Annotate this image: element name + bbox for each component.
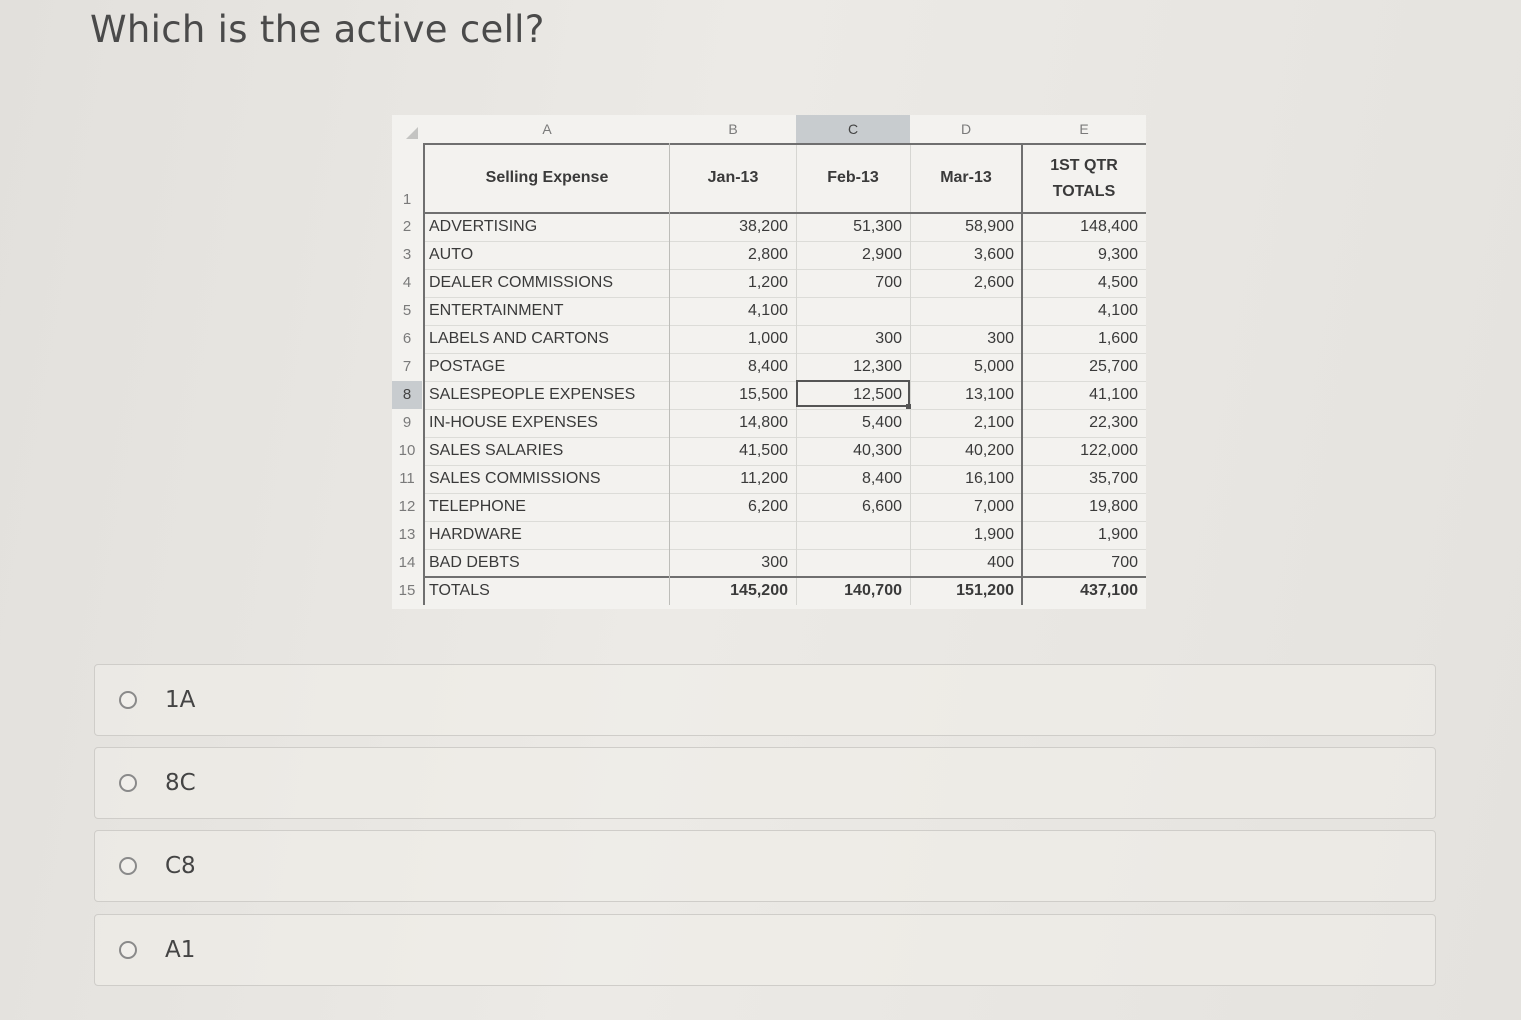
cell-e12[interactable]: 19,800 — [1089, 498, 1138, 515]
cell-b2[interactable]: 38,200 — [739, 218, 788, 235]
cell-d6[interactable]: 300 — [987, 330, 1014, 347]
column-e-left-border — [1021, 143, 1023, 605]
cell-c12[interactable]: 6,600 — [861, 498, 902, 515]
cell-b8[interactable]: 15,500 — [739, 386, 788, 403]
cell-a2[interactable]: ADVERTISING — [429, 218, 538, 235]
spreadsheet-image — [392, 115, 1146, 609]
cell-b12[interactable]: 6,200 — [747, 498, 788, 515]
cell-b15[interactable]: 145,200 — [730, 582, 788, 599]
cell-d2[interactable]: 58,900 — [965, 218, 1014, 235]
cell-e13[interactable]: 1,900 — [1097, 526, 1138, 543]
row-header-4[interactable]: 4 — [402, 274, 412, 291]
answer-option-label: A1 — [165, 937, 196, 963]
cell-e14[interactable]: 700 — [1111, 554, 1138, 571]
totals-top-border — [424, 576, 1146, 578]
header-top-border — [424, 143, 1146, 145]
cell-d14[interactable]: 400 — [987, 554, 1014, 571]
answer-option-label: 8C — [165, 770, 196, 796]
cell-e3[interactable]: 9,300 — [1097, 246, 1138, 263]
row-header-1[interactable]: 1 — [402, 191, 412, 208]
column-header-b[interactable]: B — [670, 115, 796, 144]
row-header-5[interactable]: 5 — [402, 302, 412, 319]
cell-a3[interactable]: AUTO — [429, 246, 474, 263]
column-header-d[interactable]: D — [910, 115, 1022, 144]
cell-c13[interactable] — [796, 521, 910, 549]
cell-e7[interactable]: 25,700 — [1089, 358, 1138, 375]
answer-option[interactable] — [94, 830, 1436, 902]
cell-a13[interactable]: HARDWARE — [429, 526, 522, 543]
cell-b13[interactable] — [670, 521, 796, 549]
column-header-e[interactable]: E — [1022, 115, 1146, 144]
question-text: Which is the active cell? — [90, 8, 545, 51]
cell-a6[interactable]: LABELS AND CARTONS — [429, 330, 609, 347]
cell-b11[interactable]: 11,200 — [740, 470, 788, 487]
column-b-left-border — [669, 143, 670, 605]
answer-option[interactable] — [94, 914, 1436, 986]
cell-d9[interactable]: 2,100 — [973, 414, 1014, 431]
cell-b6[interactable]: 1,000 — [747, 330, 788, 347]
select-all-corner — [392, 115, 424, 143]
answer-option[interactable] — [94, 747, 1436, 819]
cell-a15[interactable]: TOTALS — [429, 582, 490, 599]
cell-d15[interactable]: 151,200 — [956, 582, 1014, 599]
header-cell-e-line2[interactable]: TOTALS — [1052, 183, 1116, 200]
header-cell-a[interactable]: Selling Expense — [485, 169, 609, 186]
cell-c3[interactable]: 2,900 — [861, 246, 902, 263]
cell-c4[interactable]: 700 — [875, 274, 902, 291]
cell-d10[interactable]: 40,200 — [965, 442, 1014, 459]
cell-b10[interactable]: 41,500 — [739, 442, 788, 459]
cell-c15[interactable]: 140,700 — [844, 582, 902, 599]
active-cell-border — [796, 380, 910, 407]
cell-b9[interactable]: 14,800 — [739, 414, 788, 431]
cell-b14[interactable]: 300 — [761, 554, 788, 571]
cell-b4[interactable]: 1,200 — [747, 274, 788, 291]
cell-e5[interactable]: 4,100 — [1097, 302, 1138, 319]
answer-option-label: 1A — [165, 687, 196, 713]
column-a-left-border — [423, 143, 425, 605]
row-header-11[interactable]: 11 — [399, 470, 415, 487]
row-header-2[interactable]: 2 — [402, 218, 412, 235]
row-header-3[interactable]: 3 — [402, 246, 412, 263]
row-header-10[interactable]: 10 — [398, 442, 416, 459]
radio-button[interactable] — [119, 941, 137, 959]
row-header-7[interactable]: 7 — [402, 358, 412, 375]
radio-button[interactable] — [119, 691, 137, 709]
cell-e15[interactable]: 437,100 — [1080, 582, 1138, 599]
cell-d12[interactable]: 7,000 — [973, 498, 1014, 515]
cell-d7[interactable]: 5,000 — [973, 358, 1014, 375]
cell-a5[interactable]: ENTERTAINMENT — [429, 302, 564, 319]
cell-b7[interactable]: 8,400 — [747, 358, 788, 375]
answer-option[interactable] — [94, 664, 1436, 736]
cell-c8[interactable]: 12,500 — [853, 386, 902, 403]
cell-d5[interactable] — [910, 297, 1022, 325]
cell-e4[interactable]: 4,500 — [1097, 274, 1138, 291]
cell-d4[interactable]: 2,600 — [973, 274, 1014, 291]
row-header-15[interactable]: 15 — [398, 582, 416, 599]
header-cell-c[interactable]: Feb-13 — [827, 169, 879, 186]
row-header-8[interactable]: 8 — [392, 381, 422, 409]
cell-c5[interactable] — [796, 297, 910, 325]
header-cell-e-line1[interactable]: 1ST QTR — [1050, 157, 1118, 174]
radio-button[interactable] — [119, 857, 137, 875]
row-header-14[interactable]: 14 — [398, 554, 416, 571]
cell-d8[interactable]: 13,100 — [965, 386, 1014, 403]
select-all-triangle-icon — [406, 127, 418, 139]
cell-a10[interactable]: SALES SALARIES — [429, 442, 564, 459]
cell-e6[interactable]: 1,600 — [1097, 330, 1138, 347]
radio-button[interactable] — [119, 774, 137, 792]
header-cell-b[interactable]: Jan-13 — [707, 169, 759, 186]
cell-a4[interactable]: DEALER COMMISSIONS — [429, 274, 614, 291]
cell-c6[interactable]: 300 — [875, 330, 902, 347]
row-header-9[interactable]: 9 — [402, 414, 412, 431]
cell-c9[interactable]: 5,400 — [861, 414, 902, 431]
row-header-6[interactable]: 6 — [402, 330, 412, 347]
cell-c14[interactable] — [796, 549, 910, 577]
cell-b5[interactable]: 4,100 — [747, 302, 788, 319]
row-header-12[interactable]: 12 — [398, 498, 416, 515]
column-header-a[interactable]: A — [424, 115, 670, 144]
cell-e11[interactable]: 35,700 — [1089, 470, 1138, 487]
header-bottom-border — [424, 212, 1146, 214]
row-header-13[interactable]: 13 — [398, 526, 416, 543]
cell-d3[interactable]: 3,600 — [973, 246, 1014, 263]
cell-b3[interactable]: 2,800 — [747, 246, 788, 263]
cell-a12[interactable]: TELEPHONE — [429, 498, 526, 515]
cell-a8[interactable]: SALESPEOPLE EXPENSES — [429, 386, 636, 403]
cell-c11[interactable]: 8,400 — [861, 470, 902, 487]
cell-d11[interactable]: 16,100 — [965, 470, 1014, 487]
header-cell-d[interactable]: Mar-13 — [940, 169, 992, 186]
cell-e8[interactable]: 41,100 — [1089, 386, 1138, 403]
cell-e2[interactable]: 148,400 — [1080, 218, 1138, 235]
cell-a9[interactable]: IN-HOUSE EXPENSES — [429, 414, 598, 431]
cell-e9[interactable]: 22,300 — [1089, 414, 1138, 431]
cell-e10[interactable]: 122,000 — [1080, 442, 1138, 459]
cell-a14[interactable]: BAD DEBTS — [429, 554, 520, 571]
cell-c7[interactable]: 12,300 — [853, 358, 902, 375]
cell-a7[interactable]: POSTAGE — [429, 358, 506, 375]
cell-a11[interactable]: SALES COMMISSIONS — [429, 470, 601, 487]
cell-d13[interactable]: 1,900 — [973, 526, 1014, 543]
cell-c2[interactable]: 51,300 — [853, 218, 902, 235]
answer-option-label: C8 — [165, 853, 196, 879]
column-header-c[interactable]: C — [796, 115, 910, 144]
cell-c10[interactable]: 40,300 — [853, 442, 902, 459]
fill-handle — [906, 404, 911, 409]
